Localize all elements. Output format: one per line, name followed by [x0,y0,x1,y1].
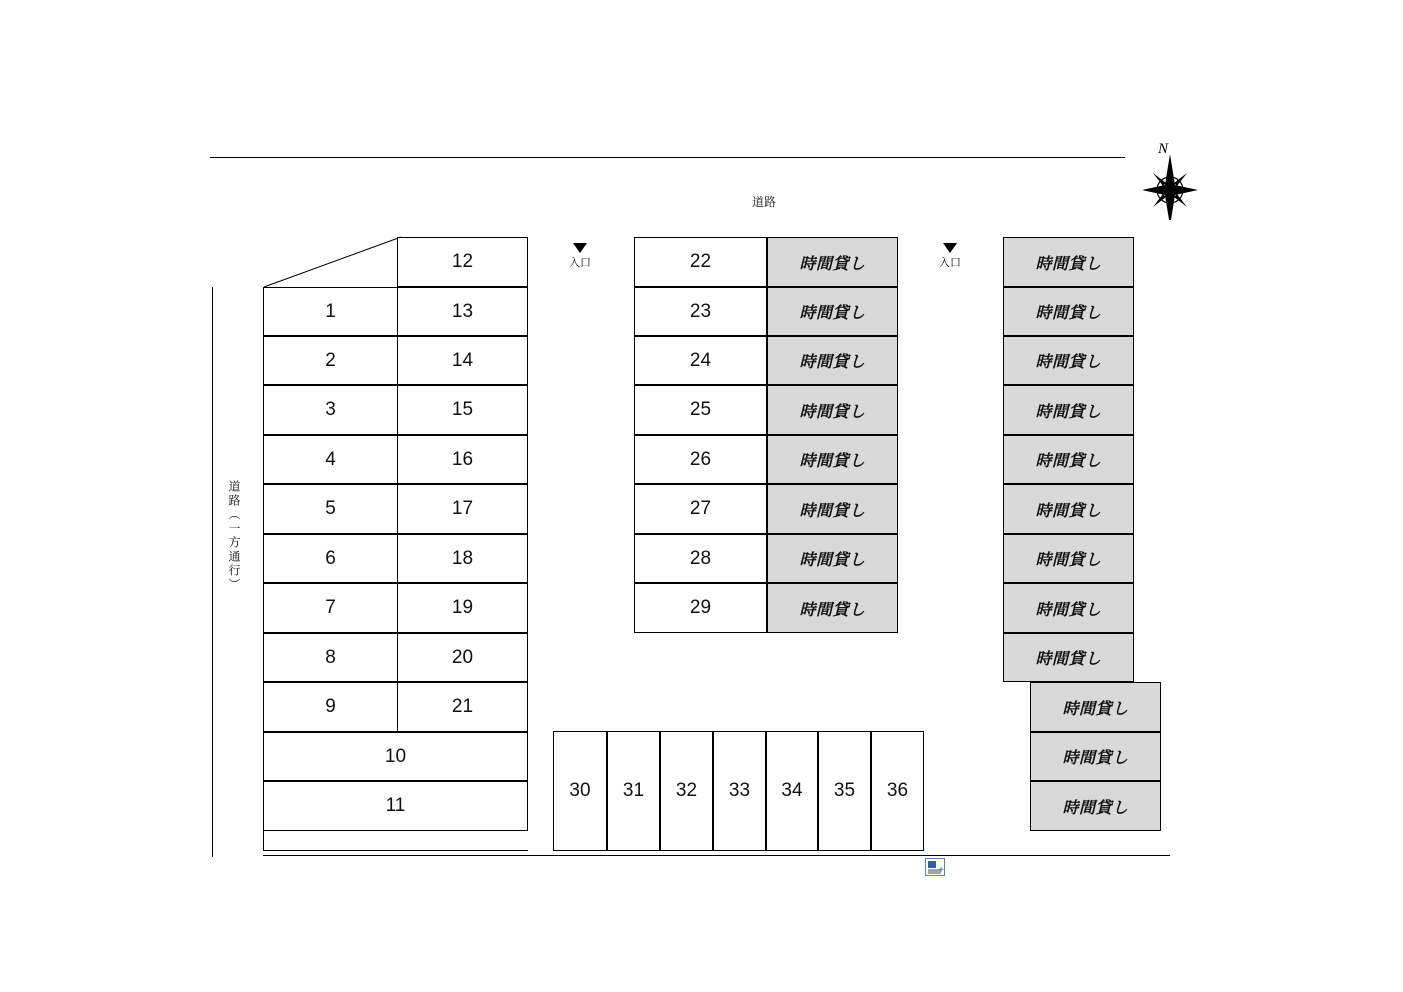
top-road-line [210,157,1125,158]
stall-17: 17 [397,484,528,534]
entrance-marker-1 [560,243,600,270]
stall-20: 20 [397,633,528,682]
stall-10: 10 [263,732,528,781]
entrance-arrow-icon [573,243,587,253]
hourly-stall-right-1: 時間貸し [1003,237,1134,287]
stall-3: 3 [263,385,398,435]
compass-north-label: N [1158,141,1169,157]
hourly-stall-right-2: 時間貸し [1003,287,1134,336]
stall-15: 15 [397,385,528,435]
hourly-stall-mid-7: 時間貸し [767,534,898,583]
stall-11: 11 [263,781,528,831]
stall-33: 33 [713,731,766,851]
stall-7: 7 [263,583,398,633]
hourly-stall-right-6: 時間貸し [1003,484,1134,534]
stall-35: 35 [818,731,871,851]
stall-16: 16 [397,435,528,484]
stall-14: 14 [397,336,528,385]
stall-8: 8 [263,633,398,682]
hourly-stall-right-8: 時間貸し [1003,583,1134,633]
stall-23: 23 [634,287,767,336]
stall-29: 29 [634,583,767,633]
left-road-label: 道路（一方通行） [227,480,241,592]
hourly-stall-mid-8: 時間貸し [767,583,898,633]
hourly-stall-right-7: 時間貸し [1003,534,1134,583]
stall-19: 19 [397,583,528,633]
stall-2: 2 [263,336,398,385]
stall-22: 22 [634,237,767,287]
stall-31: 31 [607,731,660,851]
hourly-stall-mid-3: 時間貸し [767,336,898,385]
stall-13: 13 [397,287,528,336]
stall-30: 30 [553,731,607,851]
compass-rose [1140,141,1200,225]
hourly-stall-right-9: 時間貸し [1003,633,1134,682]
stall-28: 28 [634,534,767,583]
stall-26: 26 [634,435,767,484]
stall-34: 34 [766,731,818,851]
stall-32: 32 [660,731,713,851]
hourly-stall-right-3: 時間貸し [1003,336,1134,385]
hourly-stall-mid-6: 時間貸し [767,484,898,534]
image-anchor-icon-blue [928,861,936,868]
compass-icon [1140,145,1200,220]
hourly-stall-mid-5: 時間貸し [767,435,898,484]
hourly-stall-mid-4: 時間貸し [767,385,898,435]
left-road-line [212,287,213,857]
hourly-stall-right-4: 時間貸し [1003,385,1134,435]
entrance-marker-2 [930,243,970,270]
image-anchor-icon[interactable] [925,858,945,876]
stall-12: 12 [397,237,528,287]
entrance-label: 入口 [939,257,961,269]
image-anchor-icon-plus: + [938,865,944,876]
stall-25: 25 [634,385,767,435]
stall-4: 4 [263,435,398,484]
corner-diagonal [263,236,403,291]
hourly-stall-lower-2: 時間貸し [1030,732,1161,781]
entrance-label: 入口 [569,257,591,269]
hourly-stall-lower-3: 時間貸し [1030,781,1161,831]
stall-27: 27 [634,484,767,534]
left-block-bottom-edge [263,850,528,851]
stall-21: 21 [397,682,528,732]
bottom-boundary-line [263,855,1170,856]
hourly-stall-right-5: 時間貸し [1003,435,1134,484]
hourly-stall-lower-1: 時間貸し [1030,682,1161,732]
entrance-arrow-icon [943,243,957,253]
stall-36: 36 [871,731,924,851]
stall-24: 24 [634,336,767,385]
stall-9: 9 [263,682,398,732]
stall-18: 18 [397,534,528,583]
hourly-stall-mid-1: 時間貸し [767,237,898,287]
stall-1: 1 [263,287,398,336]
stall-5: 5 [263,484,398,534]
hourly-stall-mid-2: 時間貸し [767,287,898,336]
top-road-label: 道路 [752,195,777,209]
stall-6: 6 [263,534,398,583]
